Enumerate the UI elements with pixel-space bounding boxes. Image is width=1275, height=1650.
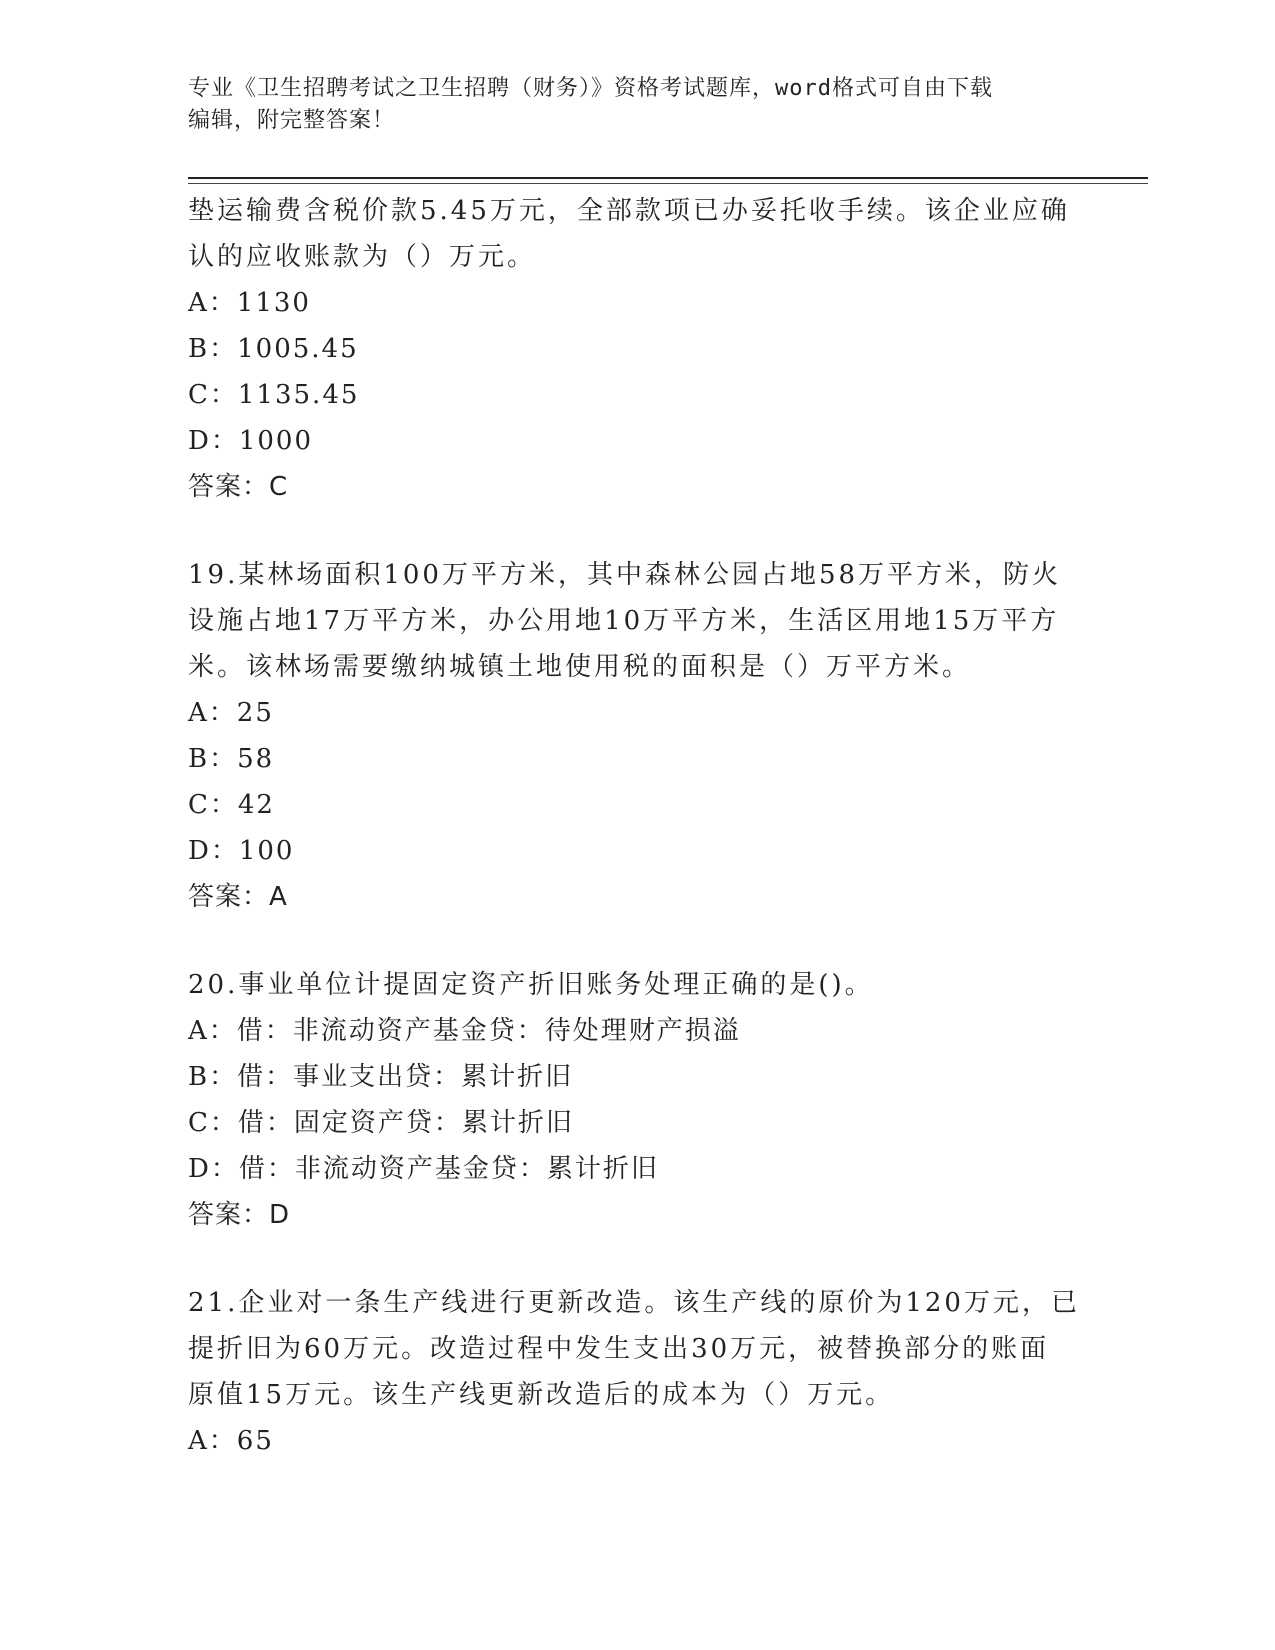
option-b: B：借：事业支出贷：累计折旧	[188, 1062, 574, 1092]
question-text-line: 认的应收账款为（）万元。	[188, 242, 537, 272]
option-a: A：1130	[188, 288, 311, 318]
question-21	[188, 1280, 1088, 1464]
answer: 答案：C	[188, 472, 289, 502]
answer: 答案：D	[188, 1200, 291, 1230]
document-header	[188, 73, 1068, 137]
question-text-line: 20.事业单位计提固定资产折旧账务处理正确的是()。	[188, 970, 874, 1000]
spacer	[188, 1238, 1088, 1280]
option-d: D：1000	[188, 426, 314, 456]
spacer	[188, 510, 1088, 552]
question-text-line: 19.某林场面积100万平方米，其中森林公园占地58万平方米，防火	[188, 560, 1062, 590]
question-text-line: 原值15万元。该生产线更新改造后的成本为（）万元。	[188, 1380, 895, 1410]
question-text-line: 提折旧为60万元。改造过程中发生支出30万元，被替换部分的账面	[188, 1334, 1050, 1364]
option-a: A：25	[188, 698, 274, 728]
answer: 答案：A	[188, 882, 288, 912]
option-a: A：借：非流动资产基金贷：待处理财产损溢	[188, 1016, 741, 1046]
header-line-2: 编辑，附完整答案！	[188, 108, 396, 133]
option-b: B：1005.45	[188, 334, 359, 364]
question-19	[188, 552, 1088, 920]
question-18	[188, 188, 1088, 510]
option-d: D：100	[188, 836, 295, 866]
header-rule-thick	[188, 177, 1148, 179]
header-rule-thin	[188, 183, 1148, 184]
option-d: D：借：非流动资产基金贷：累计折旧	[188, 1154, 659, 1184]
question-text-line: 垫运输费含税价款5.45万元，全部款项已办妥托收手续。该企业应确	[188, 196, 1070, 226]
option-c: C：借：固定资产贷：累计折旧	[188, 1108, 574, 1138]
header-line-1: 专业《卫生招聘考试之卫生招聘（财务）》资格考试题库，word格式可自由下载	[188, 76, 993, 101]
question-list	[188, 188, 1088, 1464]
question-text-line: 21.企业对一条生产线进行更新改造。该生产线的原价为120万元，已	[188, 1288, 1080, 1318]
question-20	[188, 962, 1088, 1238]
option-b: B：58	[188, 744, 275, 774]
option-c: C：1135.45	[188, 380, 360, 410]
spacer	[188, 920, 1088, 962]
option-a: A：65	[188, 1426, 274, 1456]
question-text-line: 设施占地17万平方米，办公用地10万平方米，生活区用地15万平方	[188, 606, 1060, 636]
question-text-line: 米。该林场需要缴纳城镇土地使用税的面积是（）万平方米。	[188, 652, 972, 682]
option-c: C：42	[188, 790, 275, 820]
